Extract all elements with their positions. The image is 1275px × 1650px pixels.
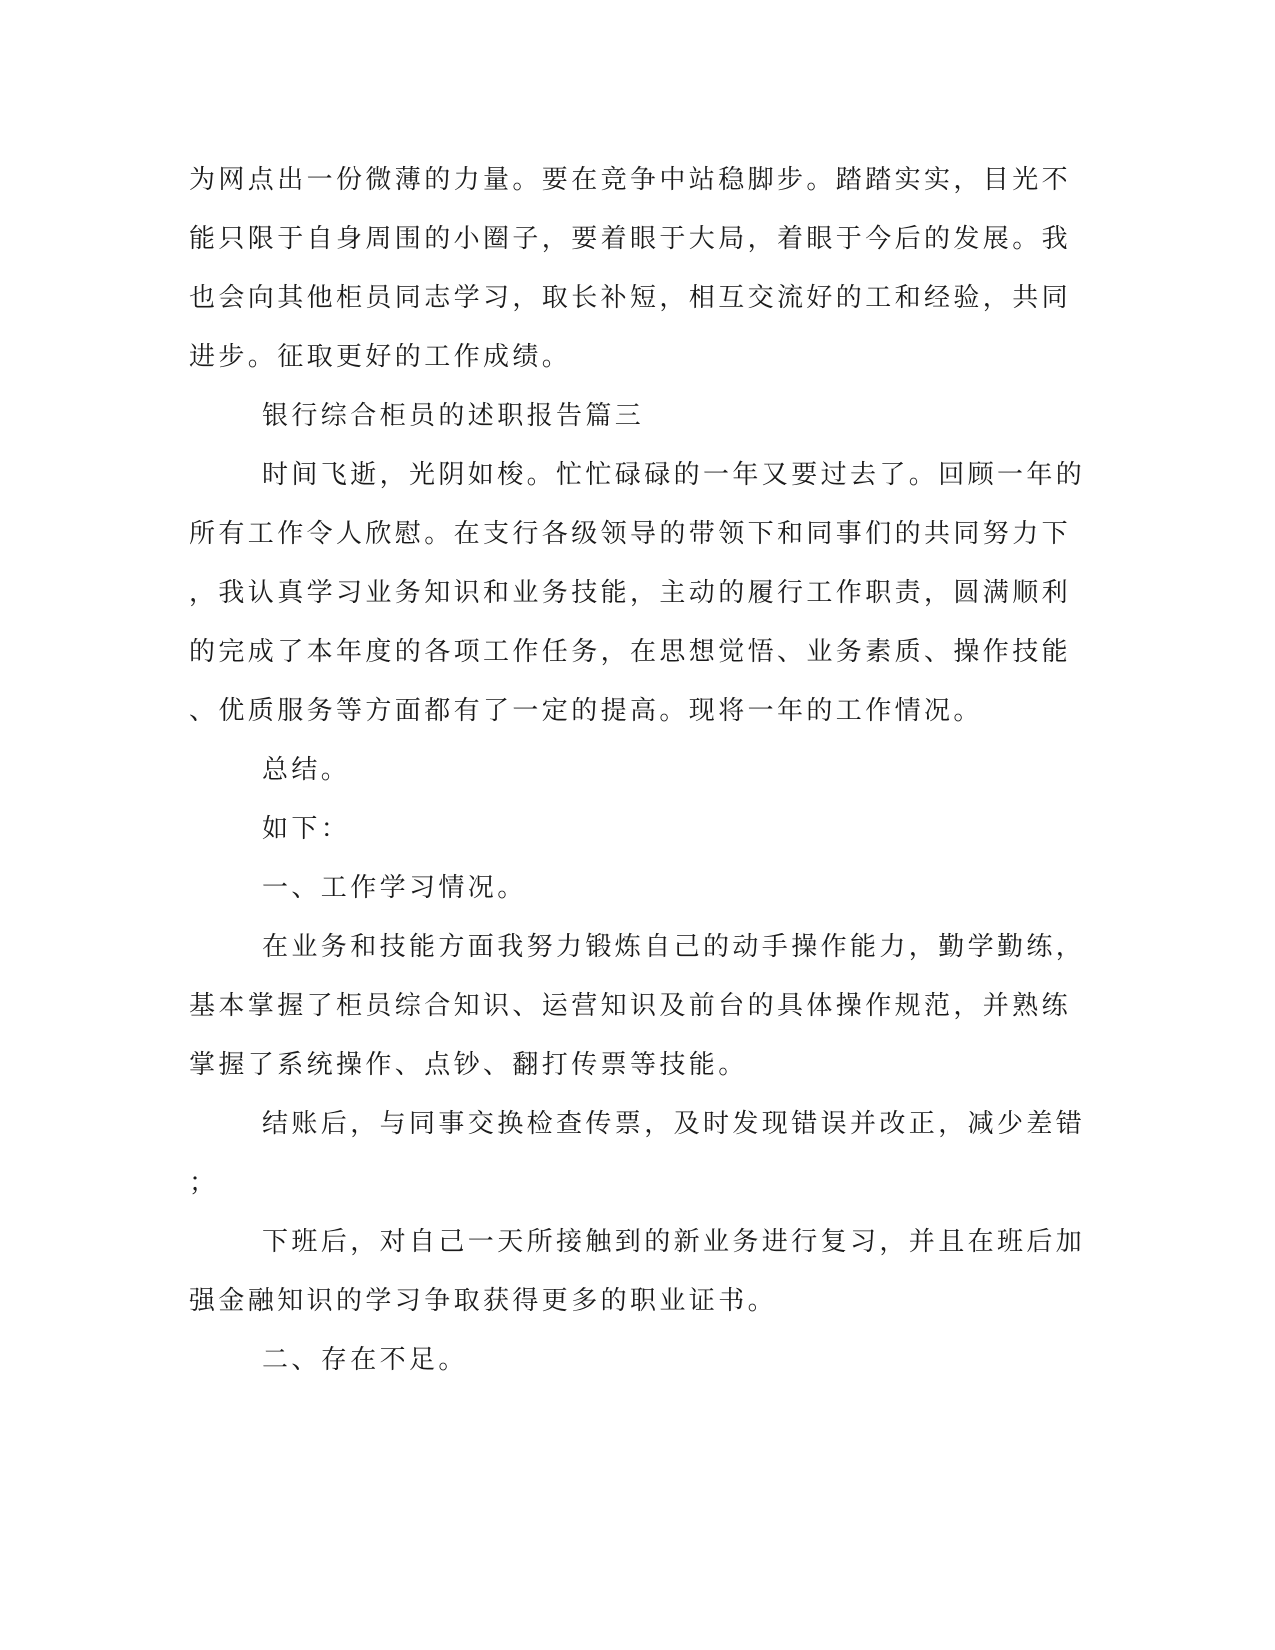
text-line: 总结。	[262, 755, 351, 785]
section-heading: 银行综合柜员的述职报告篇三	[262, 401, 645, 431]
text-line: 基本掌握了柜员综合知识、运营知识及前台的具体操作规范，并熟练	[189, 991, 1072, 1021]
text-line: 为网点出一份微薄的力量。要在竞争中站稳脚步。踏踏实实，目光不	[189, 165, 1072, 195]
text-line: 能只限于自身周围的小圈子，要着眼于大局，着眼于今后的发展。我	[189, 224, 1072, 254]
text-line: 进步。征取更好的工作成绩。	[189, 342, 572, 372]
text-line: 下班后，对自己一天所接触到的新业务进行复习，并且在班后加	[262, 1227, 1086, 1257]
text-line: 结账后，与同事交换检查传票，及时发现错误并改正，减少差错	[262, 1109, 1086, 1139]
text-line: 时间飞逝，光阴如梭。忙忙碌碌的一年又要过去了。回顾一年的	[262, 460, 1086, 490]
section-heading: 一、工作学习情况。	[262, 873, 527, 903]
text-line: 强金融知识的学习争取获得更多的职业证书。	[189, 1286, 778, 1316]
text-line: 、优质服务等方面都有了一定的提高。现将一年的工作情况。	[189, 696, 983, 726]
text-line: 如下：	[262, 814, 351, 844]
text-line: ；	[189, 1168, 219, 1198]
text-line: 掌握了系统操作、点钞、翻打传票等技能。	[189, 1050, 748, 1080]
text-line: 的完成了本年度的各项工作任务，在思想觉悟、业务素质、操作技能	[189, 637, 1072, 667]
section-heading: 二、存在不足。	[262, 1345, 468, 1375]
text-line: 也会向其他柜员同志学习，取长补短，相互交流好的工和经验，共同	[189, 283, 1072, 313]
text-line: ，我认真学习业务知识和业务技能，主动的履行工作职责，圆满顺利	[189, 578, 1072, 608]
text-line: 所有工作令人欣慰。在支行各级领导的带领下和同事们的共同努力下	[189, 519, 1072, 549]
text-line: 在业务和技能方面我努力锻炼自己的动手操作能力，勤学勤练，	[262, 932, 1086, 962]
